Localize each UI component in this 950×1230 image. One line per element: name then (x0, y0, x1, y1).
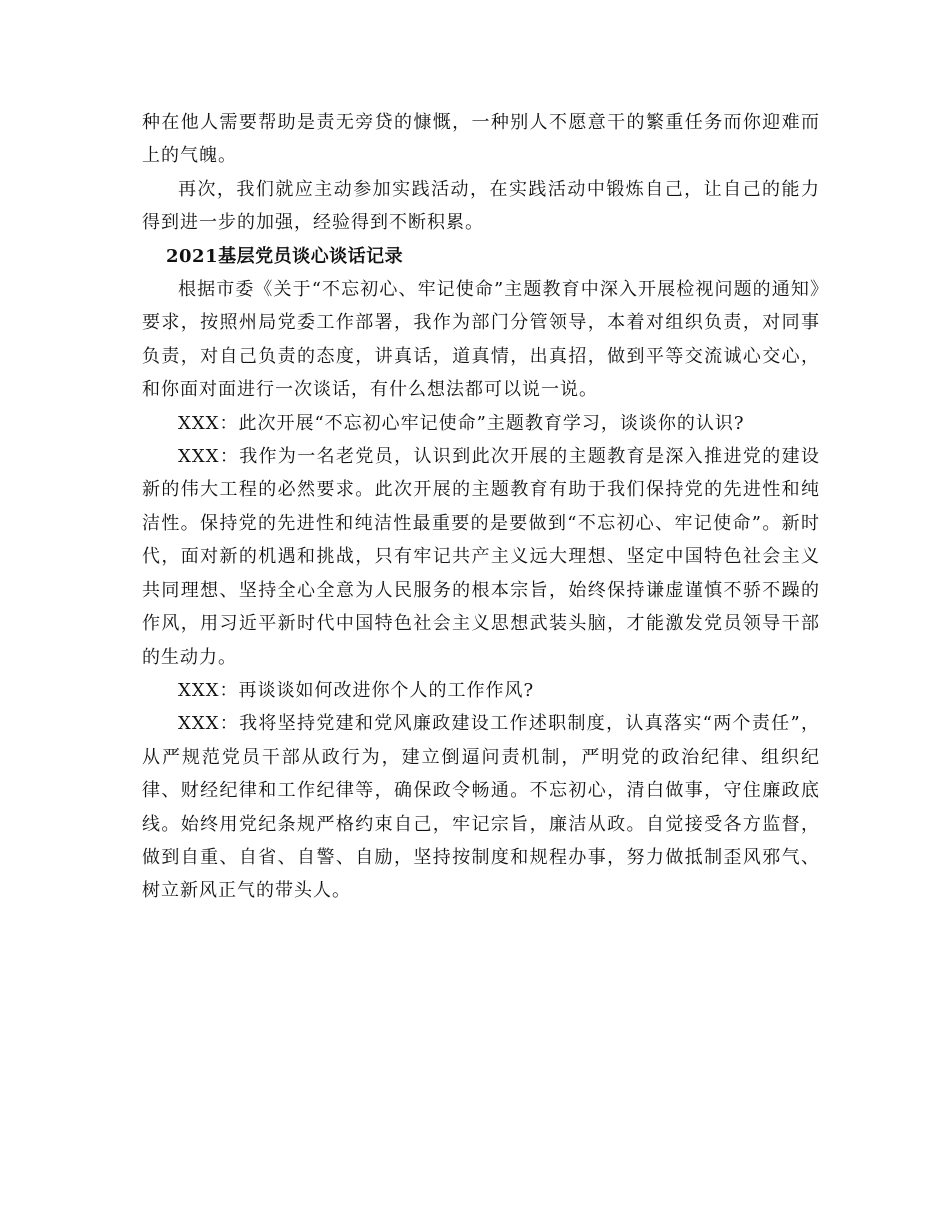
paragraph-practice: 再次，我们就应主动参加实践活动，在实践活动中锻炼自己，让自己的能力得到进一步的加强，经验得到不断积累。 (142, 178, 820, 234)
section-heading: 2021基层党员谈心谈话记录 (166, 245, 404, 267)
paragraph-question-1: XXX：此次开展“不忘初心牢记使命”主题教育学习，谈谈你的认识? (178, 412, 745, 434)
paragraph-answer-1: XXX：我作为一名老党员，认识到此次开展的主题教育是深入推进党的建设新的伟大工程的必然要求。此次开展的主题教育有助于我们保持党的先进性和纯洁性。保持党的先进性和纯洁性最重要的是要做到“不忘初心、牢记使命”。新时代，面对新的机遇和挑战，只有牢记共产主义远大理想、坚定中国特色社会主义共同理想、坚持全心全意为人民服务的根本宗旨，始终保持谦虚谨慎不骄不躁的作风，用习近平新时代中国特色社会主义思想武装头脑，才能激发党员领导干部的生动力。 (142, 446, 820, 668)
paragraph-continuation: 种在他人需要帮助是责无旁贷的慷慨，一种别人不愿意干的繁重任务而你迎难而上的气魄。 (142, 112, 820, 167)
paragraph-question-2: XXX：再谈谈如何改进你个人的工作作风? (178, 679, 535, 701)
document-body (142, 106, 820, 908)
paragraph-intro: 根据市委《关于“不忘初心、牢记使命”主题教育中深入开展检视问题的通知》要求，按照州局党委工作部署，我作为部门分管领导，本着对组织负责，对同事负责，对自己负责的态度，讲真话，道真情，出真招，做到平等交流诚心交心，和你面对面进行一次谈话，有什么想法都可以说一说。 (142, 279, 820, 401)
paragraph-answer-2: XXX：我将坚持党建和党风廉政建设工作述职制度，认真落实“两个责任”，从严规范党员干部从政行为，建立倒逼问责机制，严明党的政治纪律、组织纪律、财经纪律和工作纪律等，确保政令畅通。不忘初心，清白做事，守住廉政底线。始终用党纪条规严格约束自己，牢记宗旨，廉洁从政。自觉接受各方监督，做到自重、自省、自警、自励，坚持按制度和规程办事，努力做抵制歪风邪气、树立新风正气的带头人。 (142, 713, 820, 902)
